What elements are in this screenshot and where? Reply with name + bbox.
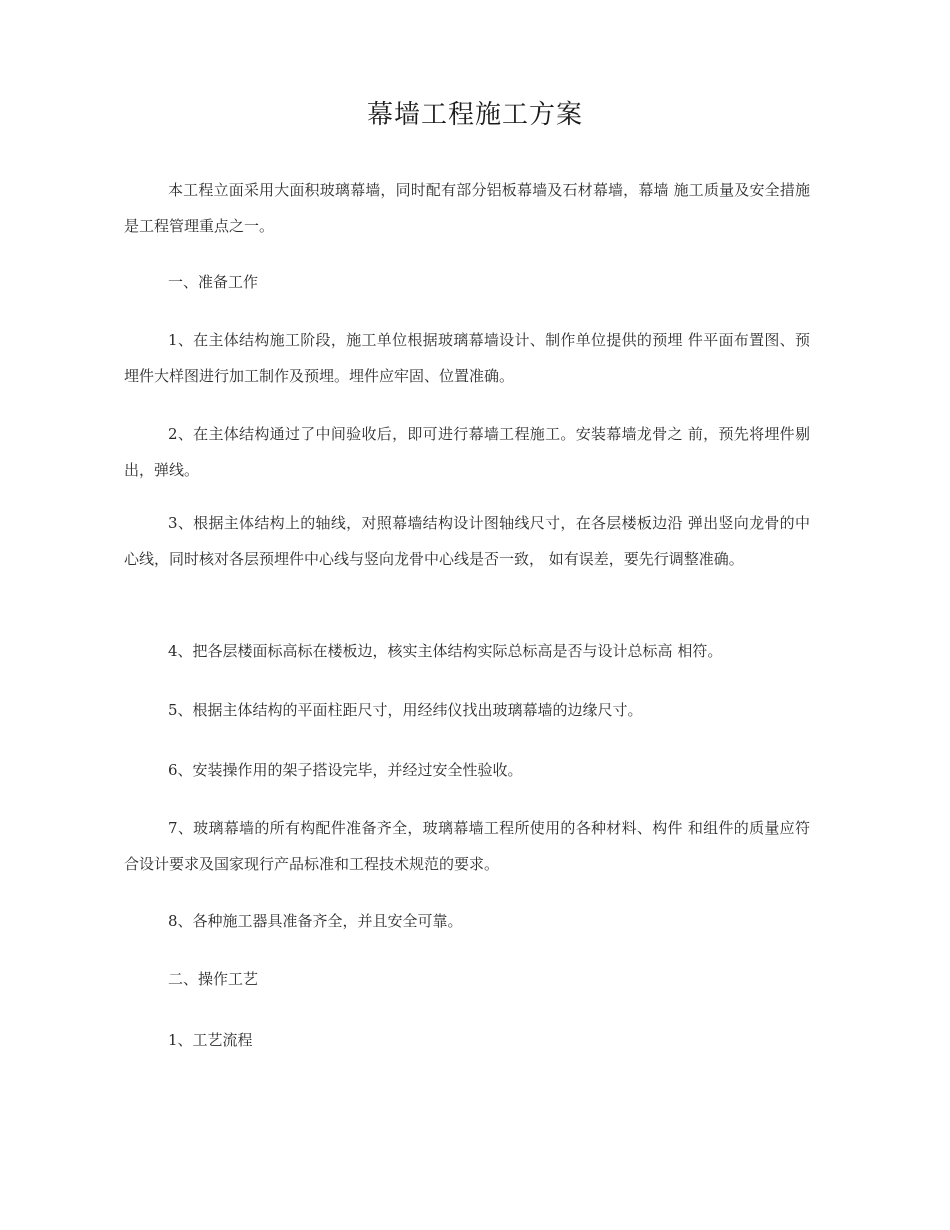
paragraph-item-5: 5、根据主体结构的平面柱距尺寸，用经纬仪找出玻璃幕墙的边缘尺寸。 xyxy=(168,701,643,719)
paragraph-item-4: 4、把各层楼面标高标在楼板边，核实主体结构实际总标高是否与设计总标高 相符。 xyxy=(168,642,723,660)
paragraph-item-8: 8、各种施工器具准备齐全，并且安全可靠。 xyxy=(168,912,463,930)
paragraph-item-3: 3、根据主体结构上的轴线，对照幕墙结构设计图轴线尺寸，在各层楼板边沿 弹出竖向龙骨的中心线，同时核对各层预埋件中心线与竖向龙骨中心线是否一致， 如有误差，要先行调整准确。 xyxy=(124,514,810,568)
paragraph-item-7: 7、玻璃幕墙的所有构配件准备齐全，玻璃幕墙工程所使用的各种材料、构件 和组件的质量应符合设计要求及国家现行产品标准和工程技术规范的要求。 xyxy=(124,819,810,873)
section-heading-preparation: 一、准备工作 xyxy=(168,273,259,291)
intro-paragraph: 本工程立面采用大面积玻璃幕墙，同时配有部分铝板幕墙及石材幕墙，幕墙 施工质量及安全措施是工程管理重点之一。 xyxy=(124,181,810,235)
paragraph-item-2: 2、在主体结构通过了中间验收后，即可进行幕墙工程施工。安装幕墙龙骨之 前，预先将埋件剔出，弹线。 xyxy=(124,425,810,479)
paragraph-process-item-1: 1、工艺流程 xyxy=(168,1031,253,1049)
paragraph-item-6: 6、安装操作用的架子搭设完毕，并经过安全性验收。 xyxy=(168,761,523,779)
document-title: 幕墙工程施工方案 xyxy=(366,100,583,130)
paragraph-item-1: 1、在主体结构施工阶段，施工单位根据玻璃幕墙设计、制作单位提供的预埋 件平面布置图、预埋件大样图进行加工制作及预埋。埋件应牢固、位置准确。 xyxy=(124,331,810,385)
section-heading-process: 二、操作工艺 xyxy=(168,970,259,988)
